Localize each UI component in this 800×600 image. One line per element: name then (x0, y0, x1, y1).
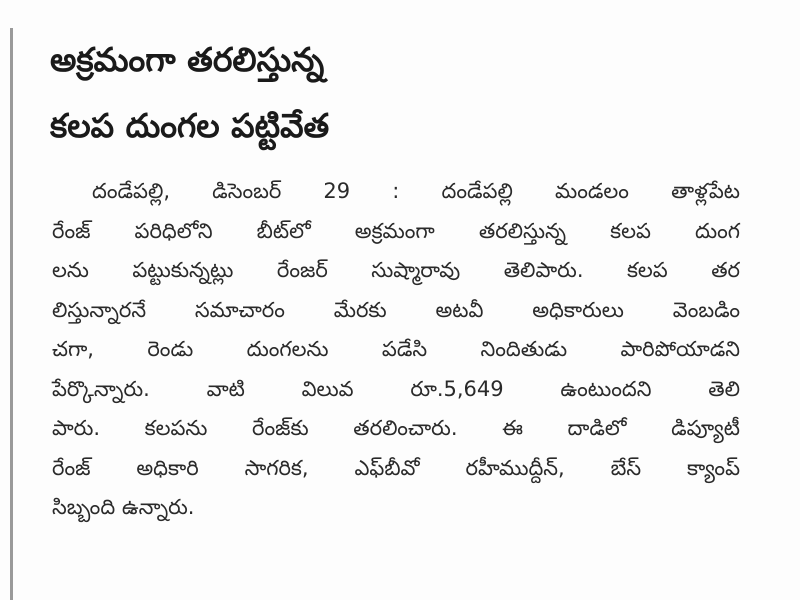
body-line-3: లను పట్టుకున్నట్లు రేంజర్ సుష్మారావు తెలిపారు. కలప తర (52, 258, 740, 282)
body-line-9: సిబ్బంది ఉన్నారు. (52, 495, 195, 519)
body-line-1: దండేపల్లి, డిసెంబర్ 29 : దండేపల్లి మండలం తాళ్లపేట (92, 179, 740, 203)
column-divider (10, 28, 13, 600)
body-line-2: రేంజ్ పరిధిలోని బీట్‌లో అక్రమంగా తరలిస్తున్న కలప దుంగ (52, 218, 740, 243)
body-line-6: పేర్కొన్నారు. వాటి విలువ రూ.5,649 ఉంటుందని తెలి (52, 376, 740, 401)
body-line-5: చగా, రెండు దుంగలను పడేసి నిందితుడు పారిపోయాడని (52, 337, 740, 361)
body-line-7: పారు. కలపను రేంజ్‌కు తరలించారు. ఈ దాడిలో డిప్యూటీ (52, 416, 740, 440)
body-line-8: రేంజ్ అధికారి సాగరిక, ఎఫ్‌బీవో రహీముద్దీన్, బేస్ క్యాంప్ (52, 455, 740, 480)
article-body (52, 172, 740, 528)
body-line-4: లిస్తున్నారనే సమాచారం మేరకు అటవీ అధికారులు వెంబడిం (52, 297, 740, 322)
headline-line-2: కలప దుంగల పట్టివేత (50, 106, 330, 145)
headline-line-1: అక్రమంగా తరలిస్తున్న (50, 40, 325, 79)
